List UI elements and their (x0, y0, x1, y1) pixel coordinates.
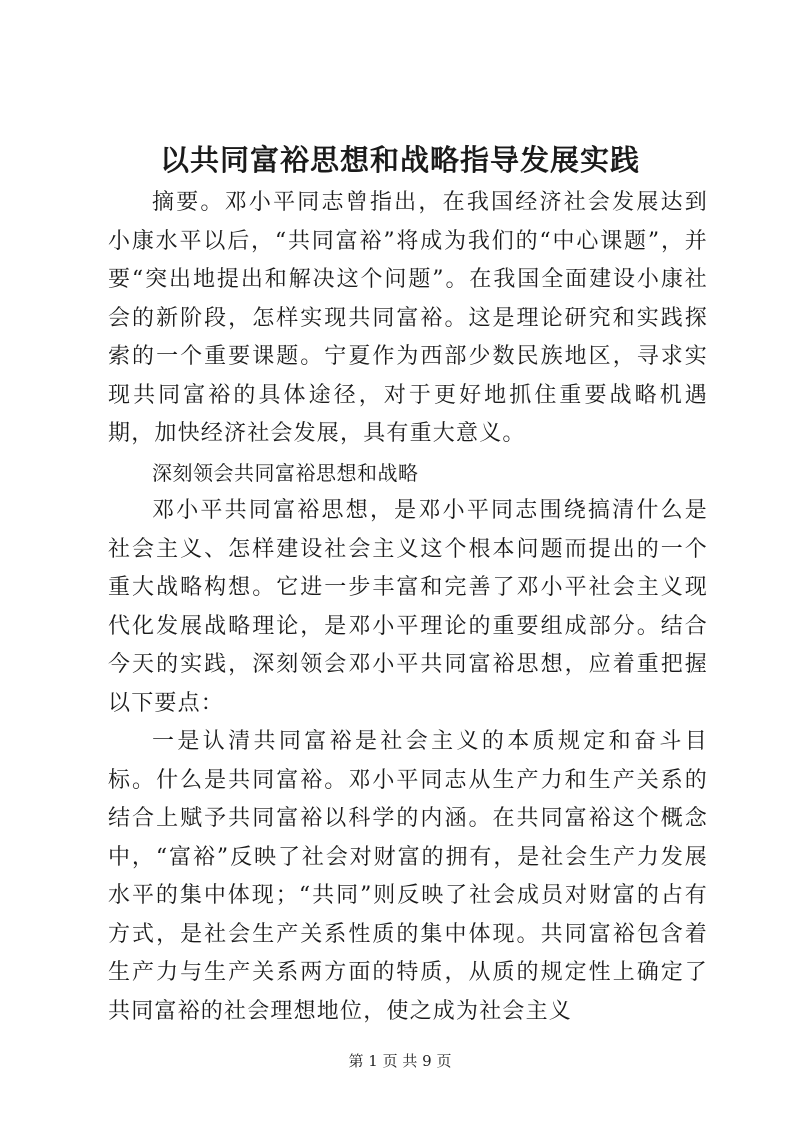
body-paragraph: 一是认清共同富裕是社会主义的本质规定和奋斗目标。什么是共同富裕。邓小平同志从生产力和生产关系的结合上赋予共同富裕以科学的内涵。在共同富裕这个概念中，“富裕”反映了社会对财富的拥有，是社会生产力发展水平的集中体现；“共同”则反映了社会成员对财富的占有方式，是社会生产关系性质的集中体现。共同富裕包含着生产力与生产关系两方面的特质，从质的规定性上确定了共同富裕的社会理想地位，使之成为社会主义 (108, 729, 708, 1024)
page-footer: 第 1 页 共 9 页 (348, 1052, 452, 1070)
document-body (108, 184, 708, 1031)
body-paragraph: 邓小平共同富裕思想，是邓小平同志围绕搞清什么是社会主义、怎样建设社会主义这个根本问题而提出的一个重大战略构想。它进一步丰富和完善了邓小平社会主义现代化发展战略理论，是邓小平理论的重要组成部分。结合今天的实践，深刻领会邓小平共同富裕思想，应着重把握以下要点： (108, 498, 708, 716)
section-heading: 深刻领会共同富裕思想和战略 (152, 460, 419, 485)
abstract-paragraph: 摘要。邓小平同志曾指出，在我国经济社会发展达到小康水平以后，“共同富裕”将成为我们的“中心课题”，并要“突出地提出和解决这个问题”。在我国全面建设小康社会的新阶段，怎样实现共同富裕。这是理论研究和实践探索的一个重要课题。宁夏作为西部少数民族地区，寻求实现共同富裕的具体途径，对于更好地抓住重要战略机遇期，加快经济社会发展，具有重大意义。 (108, 190, 708, 446)
document-title: 以共同富裕思想和战略指导发展实践 (159, 143, 640, 177)
